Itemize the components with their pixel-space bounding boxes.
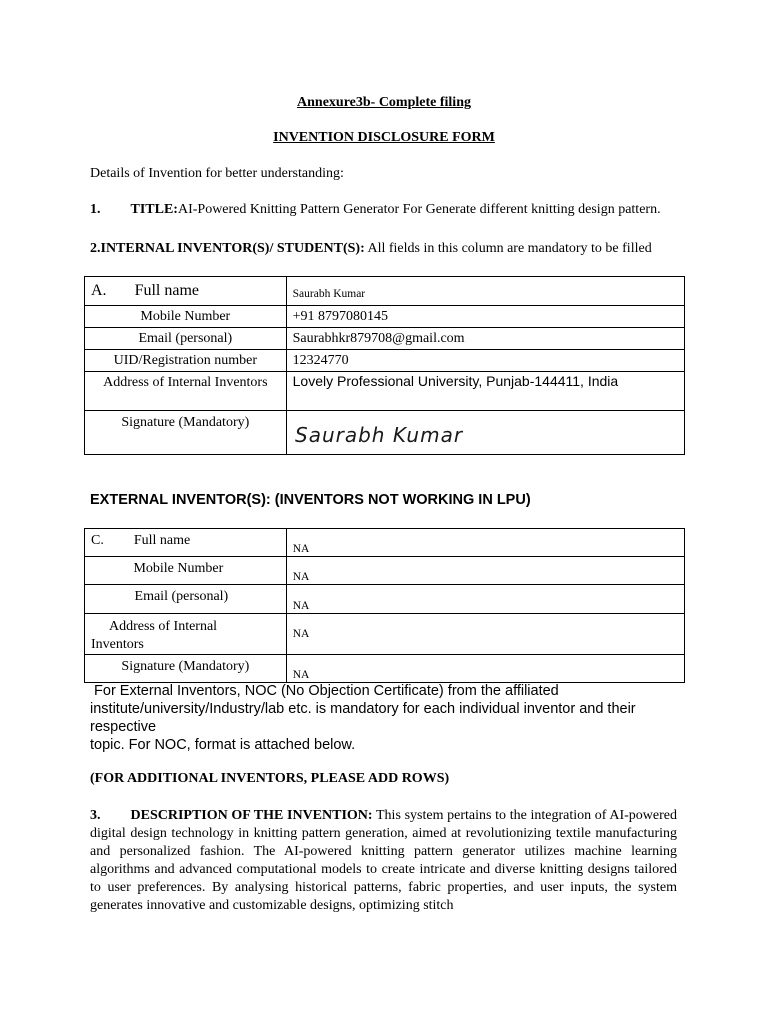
ext-address-label-line2: Inventors [91,637,144,652]
signature-cell [286,411,684,455]
section3-label: DESCRIPTION OF THE INVENTION: [130,808,373,823]
table-row [85,614,685,655]
email-value: Saurabhkr879708@gmail.com [286,328,684,350]
section3-number: 3. [90,808,101,823]
intro-text: Details of Invention for better understanding: [90,166,344,181]
address-value: Lovely Professional University, Punjab-144411, India [286,372,684,411]
ext-address-label-cell [85,614,287,655]
table-row [85,529,685,557]
table-row [85,350,685,372]
email-label: Email (personal) [85,328,287,350]
noc-line2: institute/university/Industry/lab etc. is mandatory for each individual inventor and their [90,701,636,717]
table-row [85,655,685,683]
ext-full-name-label: Full name [133,533,191,548]
internal-inventors-table [84,276,685,455]
section1-number: 1. [90,202,101,217]
ext-address-label-line1: Address of Internal [109,619,218,634]
section2-label: 2.INTERNAL INVENTOR(S)/ STUDENT(S): [90,241,365,256]
table-row [85,411,685,455]
section1-label: TITLE: [130,202,178,217]
signature-label: Signature (Mandatory) [85,411,287,455]
ext-full-name-label-cell [85,529,287,557]
ext-signature-value: NA [286,655,684,683]
form-title: INVENTION DISCLOSURE FORM [273,130,495,145]
full-name-label-cell [85,277,287,306]
table-row [85,372,685,411]
annexure-heading: Annexure3b- Complete filing [297,95,471,110]
title-section [90,201,677,219]
ext-email-value: NA [286,585,684,614]
additional-inventors-note: (FOR ADDITIONAL INVENTORS, PLEASE ADD ROWS) [90,771,450,786]
handwritten-signature [291,415,511,451]
table-row [85,277,685,306]
table-row [85,585,685,614]
description-section [90,807,677,915]
table-row [85,328,685,350]
ext-signature-label: Signature (Mandatory) [85,655,287,683]
section3-text: This system pertains to the integration of AI-powered digital design technology in knitting pattern generation, aimed at revolutionizing textile manufacturing and personalized fashion. The AI-powered knitting pattern generator utilizes machine learning algorithms and advanced computational models to create intricate and diverse knitting designs tailored to user preferences. By analysing historical patterns, fabric properties, and user inputs, the system generates innovative and customizable designs, optimizing stitch [90,808,677,913]
noc-line1: For External Inventors, NOC (No Objection Certificate) from the affiliated [90,683,559,699]
address-label: Address of Internal Inventors [85,372,287,411]
ext-full-name-value: NA [286,529,684,557]
uid-value: 12324770 [286,350,684,372]
section1-text: AI-Powered Knitting Pattern Generator For Generate different knitting design pattern. [177,202,661,217]
section2-text: All fields in this column are mandatory to be filled [364,241,652,256]
internal-inventors-section [90,240,677,258]
ext-address-value: NA [286,614,684,655]
table-row [85,306,685,328]
row-prefix: C. [91,533,104,548]
external-heading: EXTERNAL INVENTOR(S): (INVENTORS NOT WORKING IN LPU) [90,492,531,508]
noc-note [90,682,690,754]
full-name-label: Full name [134,282,199,299]
ext-mobile-value: NA [286,557,684,585]
mobile-value: +91 8797080145 [286,306,684,328]
noc-line4: topic. For NOC, format is attached below. [90,737,356,753]
ext-email-label: Email (personal) [85,585,287,614]
external-inventors-table [84,528,685,683]
uid-label: UID/Registration number [85,350,287,372]
ext-mobile-label: Mobile Number [85,557,287,585]
row-prefix: A. [91,282,107,299]
noc-line3: respective [90,719,157,735]
signature-glyphs: Saurabh Kumar [294,422,463,447]
full-name-value: Saurabh Kumar [286,277,684,306]
table-row [85,557,685,585]
mobile-label: Mobile Number [85,306,287,328]
